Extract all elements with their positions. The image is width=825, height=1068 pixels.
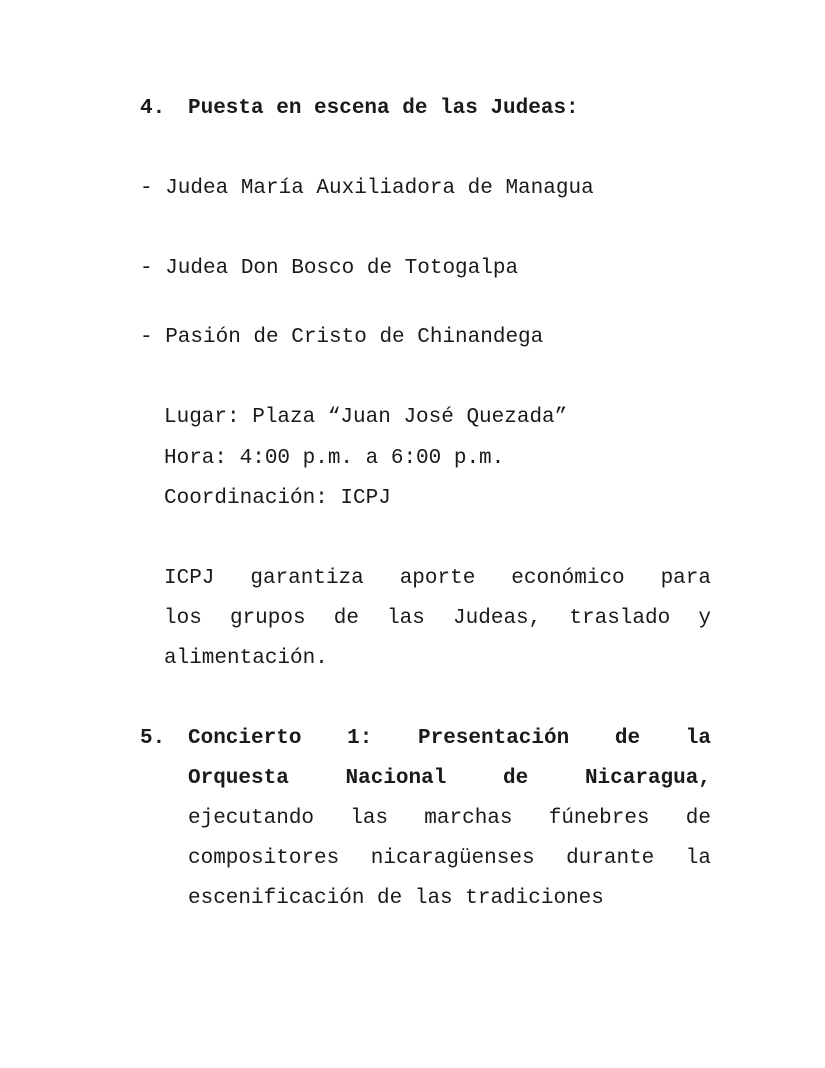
note-word: económico bbox=[511, 567, 625, 590]
title-word: Nacional bbox=[345, 767, 447, 790]
judea-item-3: - Pasión de Cristo de Chinandega bbox=[140, 326, 544, 349]
note-word: ICPJ bbox=[164, 567, 215, 590]
title-word: Concierto bbox=[188, 727, 302, 750]
section-5-body-line-2 bbox=[188, 846, 711, 872]
note-word: para bbox=[660, 567, 711, 590]
judea-item-1: - Judea María Auxiliadora de Managua bbox=[140, 177, 594, 200]
detail-lugar: Lugar: Plaza “Juan José Quezada” bbox=[164, 406, 568, 429]
title-word: Presentación bbox=[417, 727, 570, 750]
body-word: de bbox=[685, 807, 711, 830]
section-4-title: Puesta en escena de las Judeas: bbox=[188, 97, 579, 120]
section-5-body-line-3: escenificación de las tradiciones bbox=[188, 887, 604, 910]
body-word: compositores bbox=[188, 847, 340, 870]
body-word: nicaragüenses bbox=[370, 847, 535, 870]
note-line-3: alimentación. bbox=[164, 647, 328, 670]
title-word: Nicaragua, bbox=[584, 767, 711, 790]
note-word: aporte bbox=[399, 567, 476, 590]
body-word: las bbox=[350, 807, 389, 830]
note-word: traslado bbox=[569, 607, 671, 630]
title-word: la bbox=[685, 727, 711, 750]
body-word: ejecutando bbox=[188, 807, 315, 830]
body-word: la bbox=[685, 847, 711, 870]
detail-coordinacion: Coordinación: ICPJ bbox=[164, 487, 391, 510]
note-word: las bbox=[387, 607, 425, 630]
note-word: de bbox=[333, 607, 359, 630]
body-word: durante bbox=[566, 847, 655, 870]
title-word: de bbox=[614, 727, 641, 750]
note-word: garantiza bbox=[250, 567, 364, 590]
note-word: los bbox=[164, 607, 202, 630]
note-line-1 bbox=[164, 566, 711, 592]
section-5-title-line-2 bbox=[188, 766, 711, 792]
note-word: y bbox=[698, 607, 711, 630]
title-word: 1: bbox=[347, 727, 373, 750]
note-word: Judeas, bbox=[453, 607, 542, 630]
detail-hora: Hora: 4:00 p.m. a 6:00 p.m. bbox=[164, 447, 505, 470]
body-word: marchas bbox=[424, 807, 513, 830]
title-word: de bbox=[503, 767, 529, 790]
section-5-body-line-1 bbox=[188, 806, 711, 832]
note-line-2 bbox=[164, 606, 711, 632]
note-word: grupos bbox=[229, 607, 306, 630]
section-5-number: 5. bbox=[140, 727, 166, 750]
section-4-number: 4. bbox=[140, 97, 166, 120]
section-5-title-line-1 bbox=[188, 726, 711, 752]
body-word: fúnebres bbox=[548, 807, 650, 830]
title-word: Orquesta bbox=[188, 767, 289, 790]
judea-item-2: - Judea Don Bosco de Totogalpa bbox=[140, 257, 519, 280]
